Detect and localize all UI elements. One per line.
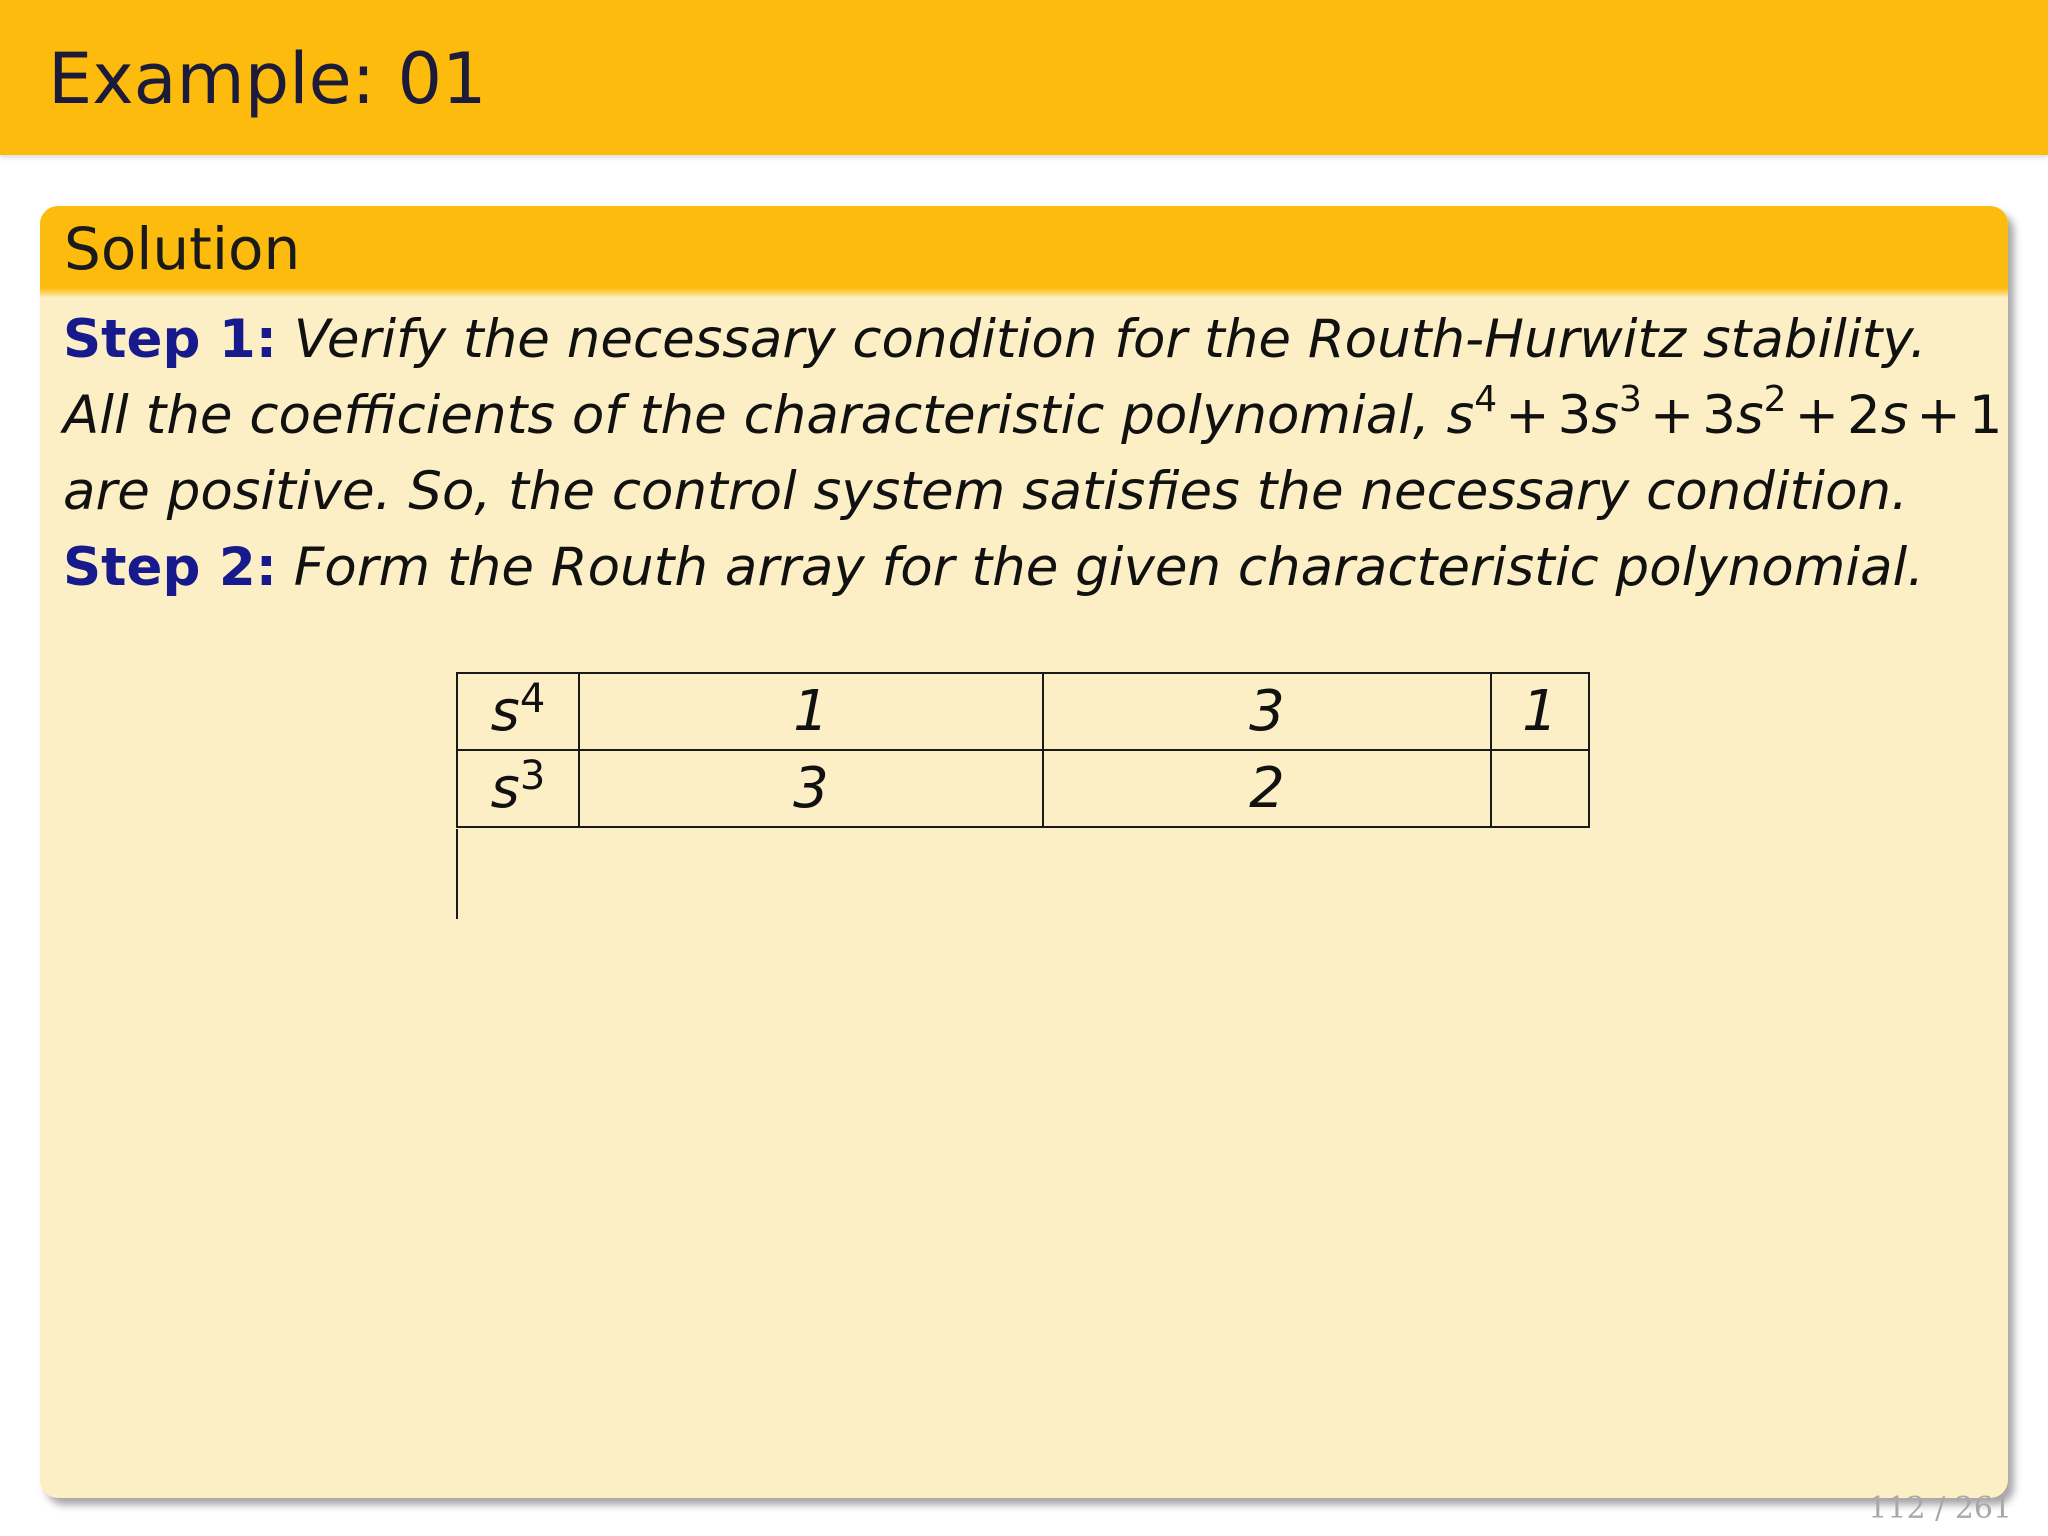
routh-cell: 3 [1043,673,1491,750]
coefficients-line [63,378,2003,454]
poly-term1-exponent: 4 [1474,379,1498,420]
routh-cell: 1 [1491,673,1589,750]
solution-block-header [40,206,2008,288]
step1-line [63,302,1993,378]
solution-block [40,206,2008,1498]
routh-cell: 1 [579,673,1043,750]
poly-term3-exponent: 2 [1763,379,1787,420]
routh-cell: 2 [1043,750,1491,827]
characteristic-polynomial [1446,379,2003,446]
header-shadow-fade [40,288,2008,298]
routh-row-label [457,750,579,827]
poly-term1-base: s [1446,385,1475,446]
positive-line [63,454,1993,530]
routh-row-label [457,673,579,750]
positive-text: are positive. So, the control system satisfies the necessary condition. [63,461,1908,522]
poly-plus-3: + [1794,385,1839,446]
routh-row-s4 [457,673,1589,750]
step1-label: Step 1: [63,309,277,370]
poly-term3-base: s [1736,385,1764,446]
slide-title-bar [0,0,2048,155]
step1-text: Verify the necessary condition for the Routh-Hurwitz stability. [293,309,1927,370]
poly-plus-1: + [1505,385,1550,446]
poly-term2-exponent: 3 [1618,379,1642,420]
power-exponent: 3 [519,753,546,799]
page-number: 112 / 261 [1868,1491,2012,1526]
step2-line [63,530,1993,606]
poly-term2-coef: 3 [1557,385,1592,446]
poly-plus-4: + [1916,385,1961,446]
power-base: s [490,756,520,821]
poly-term3-coef: 3 [1702,385,1737,446]
poly-term4-coef: 2 [1846,385,1881,446]
poly-plus-2: + [1649,385,1695,446]
step2-text: Form the Routh array for the given characteristic polynomial. [293,537,1925,598]
routh-array-continuation-line [456,829,458,919]
poly-term2-base: s [1591,385,1619,446]
power-base: s [490,679,520,744]
coefficients-text: All the coefficients of the characteristic polynomial, [63,385,1430,446]
routh-cell: 3 [579,750,1043,827]
power-exponent: 4 [519,676,546,722]
routh-cell [1491,750,1589,827]
poly-term5-constant: 1 [1968,385,2003,446]
slide-title: Example: 01 [48,38,487,120]
routh-row-s3 [457,750,1589,827]
routh-array-table [456,672,1590,828]
poly-term4-base: s [1880,385,1909,446]
solution-block-title: Solution [64,215,301,283]
solution-body [63,302,2003,606]
step2-label: Step 2: [63,537,277,598]
